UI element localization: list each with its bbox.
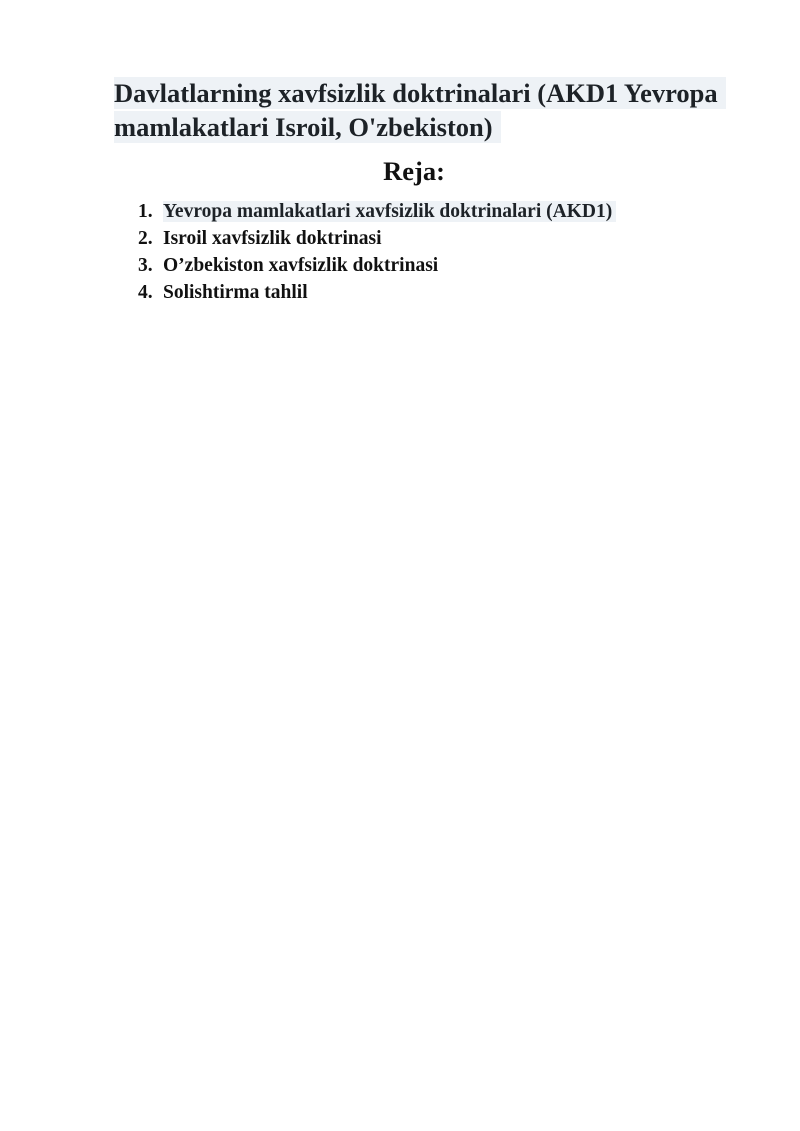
plan-item-text: Solishtirma tahlil <box>163 282 308 303</box>
plan-item-1 <box>138 198 698 225</box>
document-title-text: Davlatlarning xavfsizlik doktrinalari (AKD1 Yevropa mamlakatlari Isroil, O'zbekiston) <box>114 77 726 143</box>
plan-item-4 <box>138 279 698 306</box>
document-title <box>114 76 744 144</box>
plan-item-text: Yevropa mamlakatlari xavfsizlik doktrinalari (AKD1) <box>163 201 616 222</box>
plan-list <box>138 198 698 306</box>
plan-item-2 <box>138 225 698 252</box>
plan-heading: Reja: <box>383 156 445 186</box>
plan-item-3 <box>138 252 698 279</box>
plan-item-number: 1. <box>138 201 153 222</box>
plan-item-number: 2. <box>138 228 153 249</box>
plan-item-number: 3. <box>138 255 153 276</box>
plan-item-text: O’zbekiston xavfsizlik doktrinasi <box>163 255 439 276</box>
plan-item-number: 4. <box>138 282 153 303</box>
plan-item-text: Isroil xavfsizlik doktrinasi <box>163 228 382 249</box>
